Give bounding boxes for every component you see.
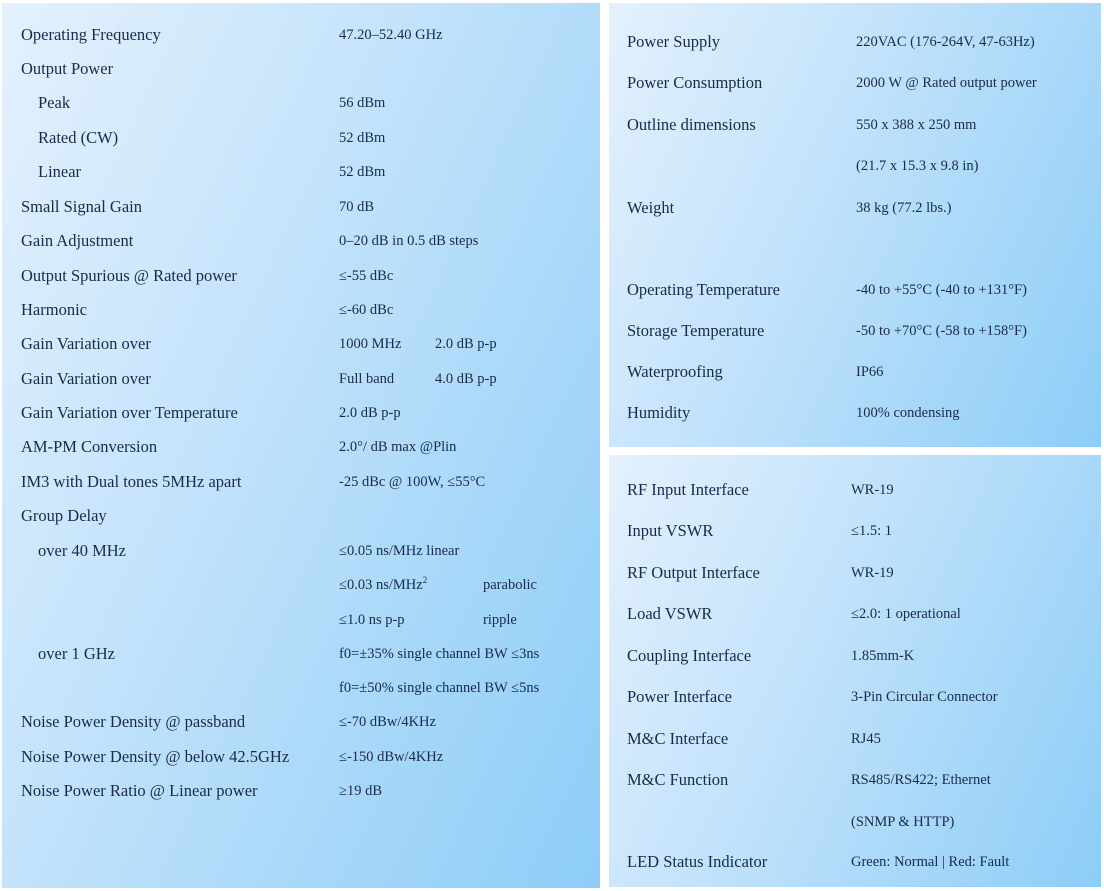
spec-label: RF Output Interface	[627, 563, 760, 582]
spec-label: Power Interface	[627, 687, 732, 706]
spec-value: 52 dBm	[339, 164, 386, 180]
spec-label: Harmonic	[21, 300, 87, 319]
spec-value: 70 dB	[339, 199, 375, 215]
spec-value: -40 to +55°C (-40 to +131°F)	[856, 282, 1027, 298]
spec-label: IM3 with Dual tones 5MHz apart	[21, 472, 242, 491]
spec-value: 3-Pin Circular Connector	[851, 689, 998, 705]
spec-label: Weight	[627, 198, 675, 217]
spec-value: 2000 W @ Rated output power	[856, 75, 1037, 91]
spec-label: Waterproofing	[627, 362, 723, 381]
spec-label: Rated (CW)	[38, 128, 119, 147]
spec-value-secondary: ripple	[483, 612, 517, 628]
spec-label: Coupling Interface	[627, 646, 752, 665]
spec-label: over 40 MHz	[38, 541, 126, 560]
spec-value: 550 x 388 x 250 mm	[856, 117, 977, 133]
spec-value: ≤-60 dBc	[339, 302, 394, 318]
spec-value: f0=±50% single channel BW ≤5ns	[339, 680, 540, 696]
spec-value: 56 dBm	[339, 95, 386, 111]
spec-label: LED Status Indicator	[627, 852, 768, 871]
spec-value: RS485/RS422; Ethernet	[851, 772, 991, 788]
spec-value: 2.0°/ dB max @Plin	[339, 439, 457, 455]
spec-value: f0=±35% single channel BW ≤3ns	[339, 646, 540, 662]
spec-label: Linear	[38, 162, 82, 181]
spec-label: RF Input Interface	[627, 480, 749, 499]
spec-value: ≤-55 dBc	[339, 268, 394, 284]
spec-value: ≤0.03 ns/MHz$^2$	[339, 575, 428, 593]
spec-label: Output Spurious @ Rated power	[21, 266, 237, 285]
spec-label: Peak	[38, 93, 71, 112]
spec-value: ≤2.0: 1 operational	[851, 606, 961, 622]
spec-value-secondary: 2.0 dB p-p	[435, 336, 497, 352]
spec-label: Small Signal Gain	[21, 197, 142, 216]
spec-value: ≤1.5: 1	[851, 523, 892, 539]
spec-label: Operating Frequency	[21, 25, 161, 44]
spec-value-secondary: 4.0 dB p-p	[435, 371, 497, 387]
spec-value: 1000 MHz	[339, 336, 402, 352]
spec-label: Gain Variation over	[21, 334, 151, 353]
spec-value: (SNMP & HTTP)	[851, 814, 955, 830]
spec-label: over 1 GHz	[38, 644, 115, 663]
spec-label: Gain Variation over Temperature	[21, 403, 238, 422]
spec-value: ≥19 dB	[339, 783, 383, 799]
spec-value: Full band	[339, 371, 395, 387]
spec-label: AM-PM Conversion	[21, 437, 158, 456]
superscript: 2	[422, 575, 428, 586]
spec-value: 220VAC (176-264V, 47-63Hz)	[856, 34, 1035, 50]
spec-value: ≤1.0 ns p-p	[339, 612, 405, 628]
spec-value: ≤-150 dBw/4KHz	[339, 749, 444, 765]
spec-value: -25 dBc @ 100W, ≤55°C	[339, 474, 486, 490]
spec-value: ≤-70 dBw/4KHz	[339, 714, 436, 730]
spec-value-secondary: parabolic	[483, 577, 537, 593]
spec-label: Noise Power Ratio @ Linear power	[21, 781, 258, 800]
spec-value: IP66	[856, 364, 884, 380]
spec-label: Operating Temperature	[627, 280, 780, 299]
spec-value: 2.0 dB p-p	[339, 405, 401, 421]
spec-label: Power Consumption	[627, 73, 763, 92]
spec-label: Storage Temperature	[627, 321, 765, 340]
spec-label: Power Supply	[627, 32, 721, 51]
spec-label: M&C Function	[627, 770, 729, 789]
spec-value: WR-19	[851, 482, 894, 498]
spec-value: 1.85mm-K	[851, 648, 915, 664]
spec-value: 47.20–52.40 GHz	[339, 27, 443, 43]
spec-label: Outline dimensions	[627, 115, 756, 134]
spec-value: RJ45	[851, 731, 881, 747]
spec-label: Gain Adjustment	[21, 231, 134, 250]
spec-label: Output Power	[21, 59, 114, 78]
spec-value: ≤0.05 ns/MHz linear	[339, 543, 460, 559]
spec-label: M&C Interface	[627, 729, 729, 748]
spec-label: Gain Variation over	[21, 369, 151, 388]
spec-value: -50 to +70°C (-58 to +158°F)	[856, 323, 1027, 339]
spec-label: Humidity	[627, 403, 691, 422]
spec-label: Group Delay	[21, 506, 107, 525]
spec-label: Input VSWR	[627, 521, 714, 540]
spec-value: (21.7 x 15.3 x 9.8 in)	[856, 158, 979, 174]
spec-label: Load VSWR	[627, 604, 713, 623]
spec-value: 52 dBm	[339, 130, 386, 146]
spec-value: Green: Normal | Red: Fault	[851, 854, 1010, 870]
spec-value: 100% condensing	[856, 405, 960, 421]
spec-value: 38 kg (77.2 lbs.)	[856, 200, 952, 216]
spec-label: Noise Power Density @ below 42.5GHz	[21, 747, 290, 766]
spec-value: 0–20 dB in 0.5 dB steps	[339, 233, 479, 249]
spec-label: Noise Power Density @ passband	[21, 712, 246, 731]
spec-value: WR-19	[851, 565, 894, 581]
